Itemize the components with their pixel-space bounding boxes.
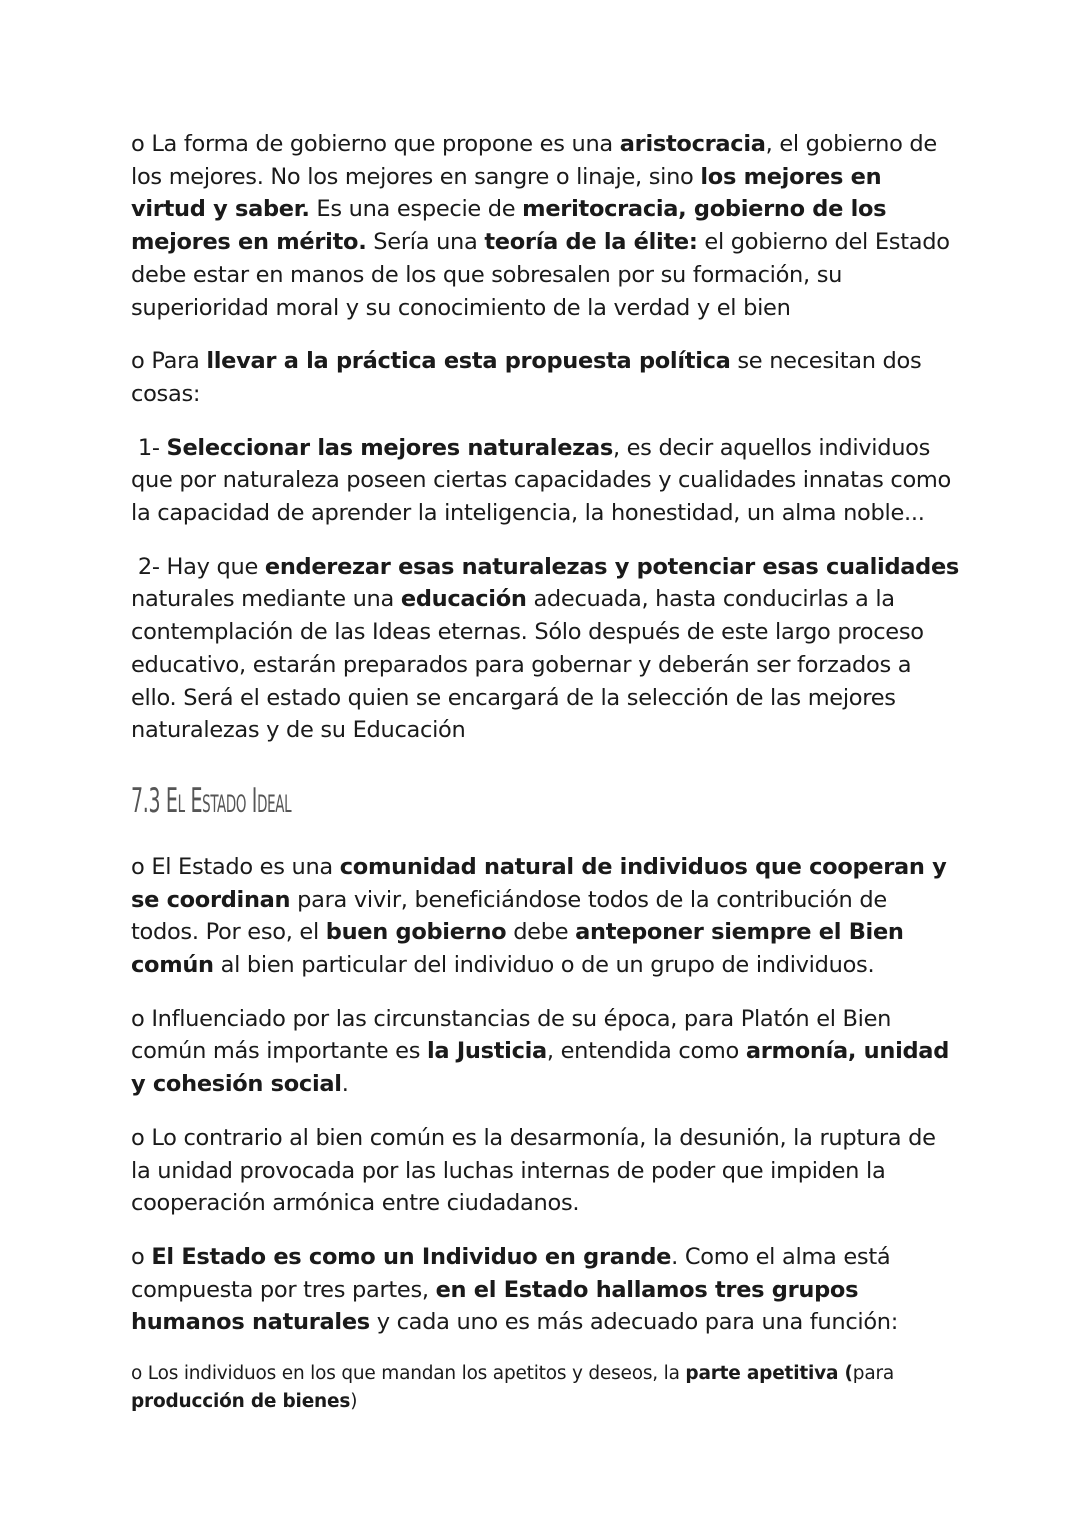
- bold-run: producción de bienes: [131, 1391, 351, 1413]
- text-run: o El Estado es una: [131, 853, 340, 880]
- paragraph-apetitiva: [131, 1360, 961, 1416]
- text-run: y cada uno es más adecuado para una función:: [369, 1309, 899, 1336]
- text-run: o Lo contrario al bien común es la desarmonía, la desunión, la ruptura de la unidad provocada por las luchas internas de poder que impiden la cooperación armónica entre ciudadanos.: [131, 1124, 936, 1217]
- bold-run: llevar a la práctica esta propuesta política: [206, 348, 731, 375]
- bold-run: parte apetitiva (: [685, 1363, 853, 1385]
- bold-run: buen gobierno: [325, 919, 507, 946]
- paragraph-seleccionar: [131, 432, 961, 530]
- text-run: , el gobierno de los mejores. No los mejores en sangre o linaje, sino: [131, 131, 937, 190]
- bold-run: armonía, unidad y cohesión social: [131, 1038, 949, 1098]
- text-run: .: [341, 1071, 349, 1098]
- text-run: o Para: [131, 348, 207, 375]
- text-run: Es una especie de: [309, 196, 523, 223]
- text-run: , es decir aquellos individuos que por naturaleza poseen ciertas capacidades y cualidades innatas como la capacidad de aprender la inteligencia, la honestidad, un alma noble...: [131, 434, 958, 527]
- bold-run: la Justicia: [426, 1038, 547, 1065]
- bold-run: Seleccionar las mejores naturalezas: [166, 434, 613, 461]
- bold-run: anteponer siempre el Bien común: [131, 919, 904, 979]
- bold-run: los mejores en virtud y saber.: [131, 163, 882, 223]
- bold-run: aristocracia: [619, 131, 766, 157]
- text-run: o Los individuos en los que mandan los apetitos y deseos, la: [131, 1363, 686, 1385]
- bold-run: El Estado es como un Individuo en grande: [151, 1243, 672, 1270]
- text-run: al bien particular del individuo o de un grupo de individuos.: [213, 952, 875, 979]
- text-run: Sería una: [366, 229, 485, 256]
- text-run: para: [852, 1363, 895, 1385]
- text-run: o Influenciado por las circunstancias de su época, para Platón el Bien común más importante es: [131, 1005, 892, 1065]
- text-run: ): [350, 1391, 358, 1413]
- text-run: 2- Hay que: [131, 553, 265, 580]
- paragraph-enderezar: [131, 551, 966, 747]
- text-run: 1-: [131, 434, 167, 461]
- text-run: para vivir, beneficiándose todos de la contribución de todos. Por eso, el: [131, 886, 887, 946]
- text-run: se necesitan dos cosas:: [131, 348, 922, 407]
- paragraph-individuo-grande: [131, 1241, 961, 1339]
- paragraph-desarmonia: [131, 1122, 961, 1220]
- bold-run: en el Estado hallamos tres grupos humanos naturales: [131, 1276, 859, 1336]
- text-run: debe: [506, 919, 576, 946]
- text-run: , entendida como: [546, 1038, 746, 1065]
- bold-run: enderezar esas naturalezas y potenciar esas cualidades: [264, 553, 959, 580]
- bold-run: teoría de la élite:: [484, 229, 698, 256]
- document-page: [131, 128, 966, 1416]
- bold-run: comunidad natural de individuos que cooperan y se coordinan: [131, 853, 947, 913]
- text-run: . Como el alma está compuesta por tres partes,: [131, 1243, 891, 1303]
- text-run: el gobierno del Estado debe estar en manos de los que sobresalen por su formación, su superioridad moral y su conocimiento de la verdad y el bien: [131, 229, 950, 321]
- bold-run: educación: [400, 586, 527, 613]
- text-run: naturales mediante una: [131, 553, 966, 613]
- bold-run: meritocracia, gobierno de los mejores en mérito.: [131, 196, 887, 256]
- paragraph-justicia: [131, 1003, 961, 1101]
- paragraph-practica: [131, 345, 961, 410]
- text-run: o: [131, 1243, 152, 1270]
- text-run: adecuada, hasta conducirlas a la contemplación de las Ideas eternas. Sólo después de este largo proceso educativo, estarán preparados para gobernar y deberán ser forzados a ello. Será el estado quien se encargará de la selección de las mejores naturalezas y de su Educación: [131, 586, 931, 744]
- text-run: o La forma de gobierno que propone es una: [131, 131, 620, 157]
- paragraph-comunidad: [131, 851, 961, 982]
- section-heading: 7.3 El Estado Ideal: [131, 780, 292, 821]
- paragraph-aristocracia: [131, 128, 961, 324]
